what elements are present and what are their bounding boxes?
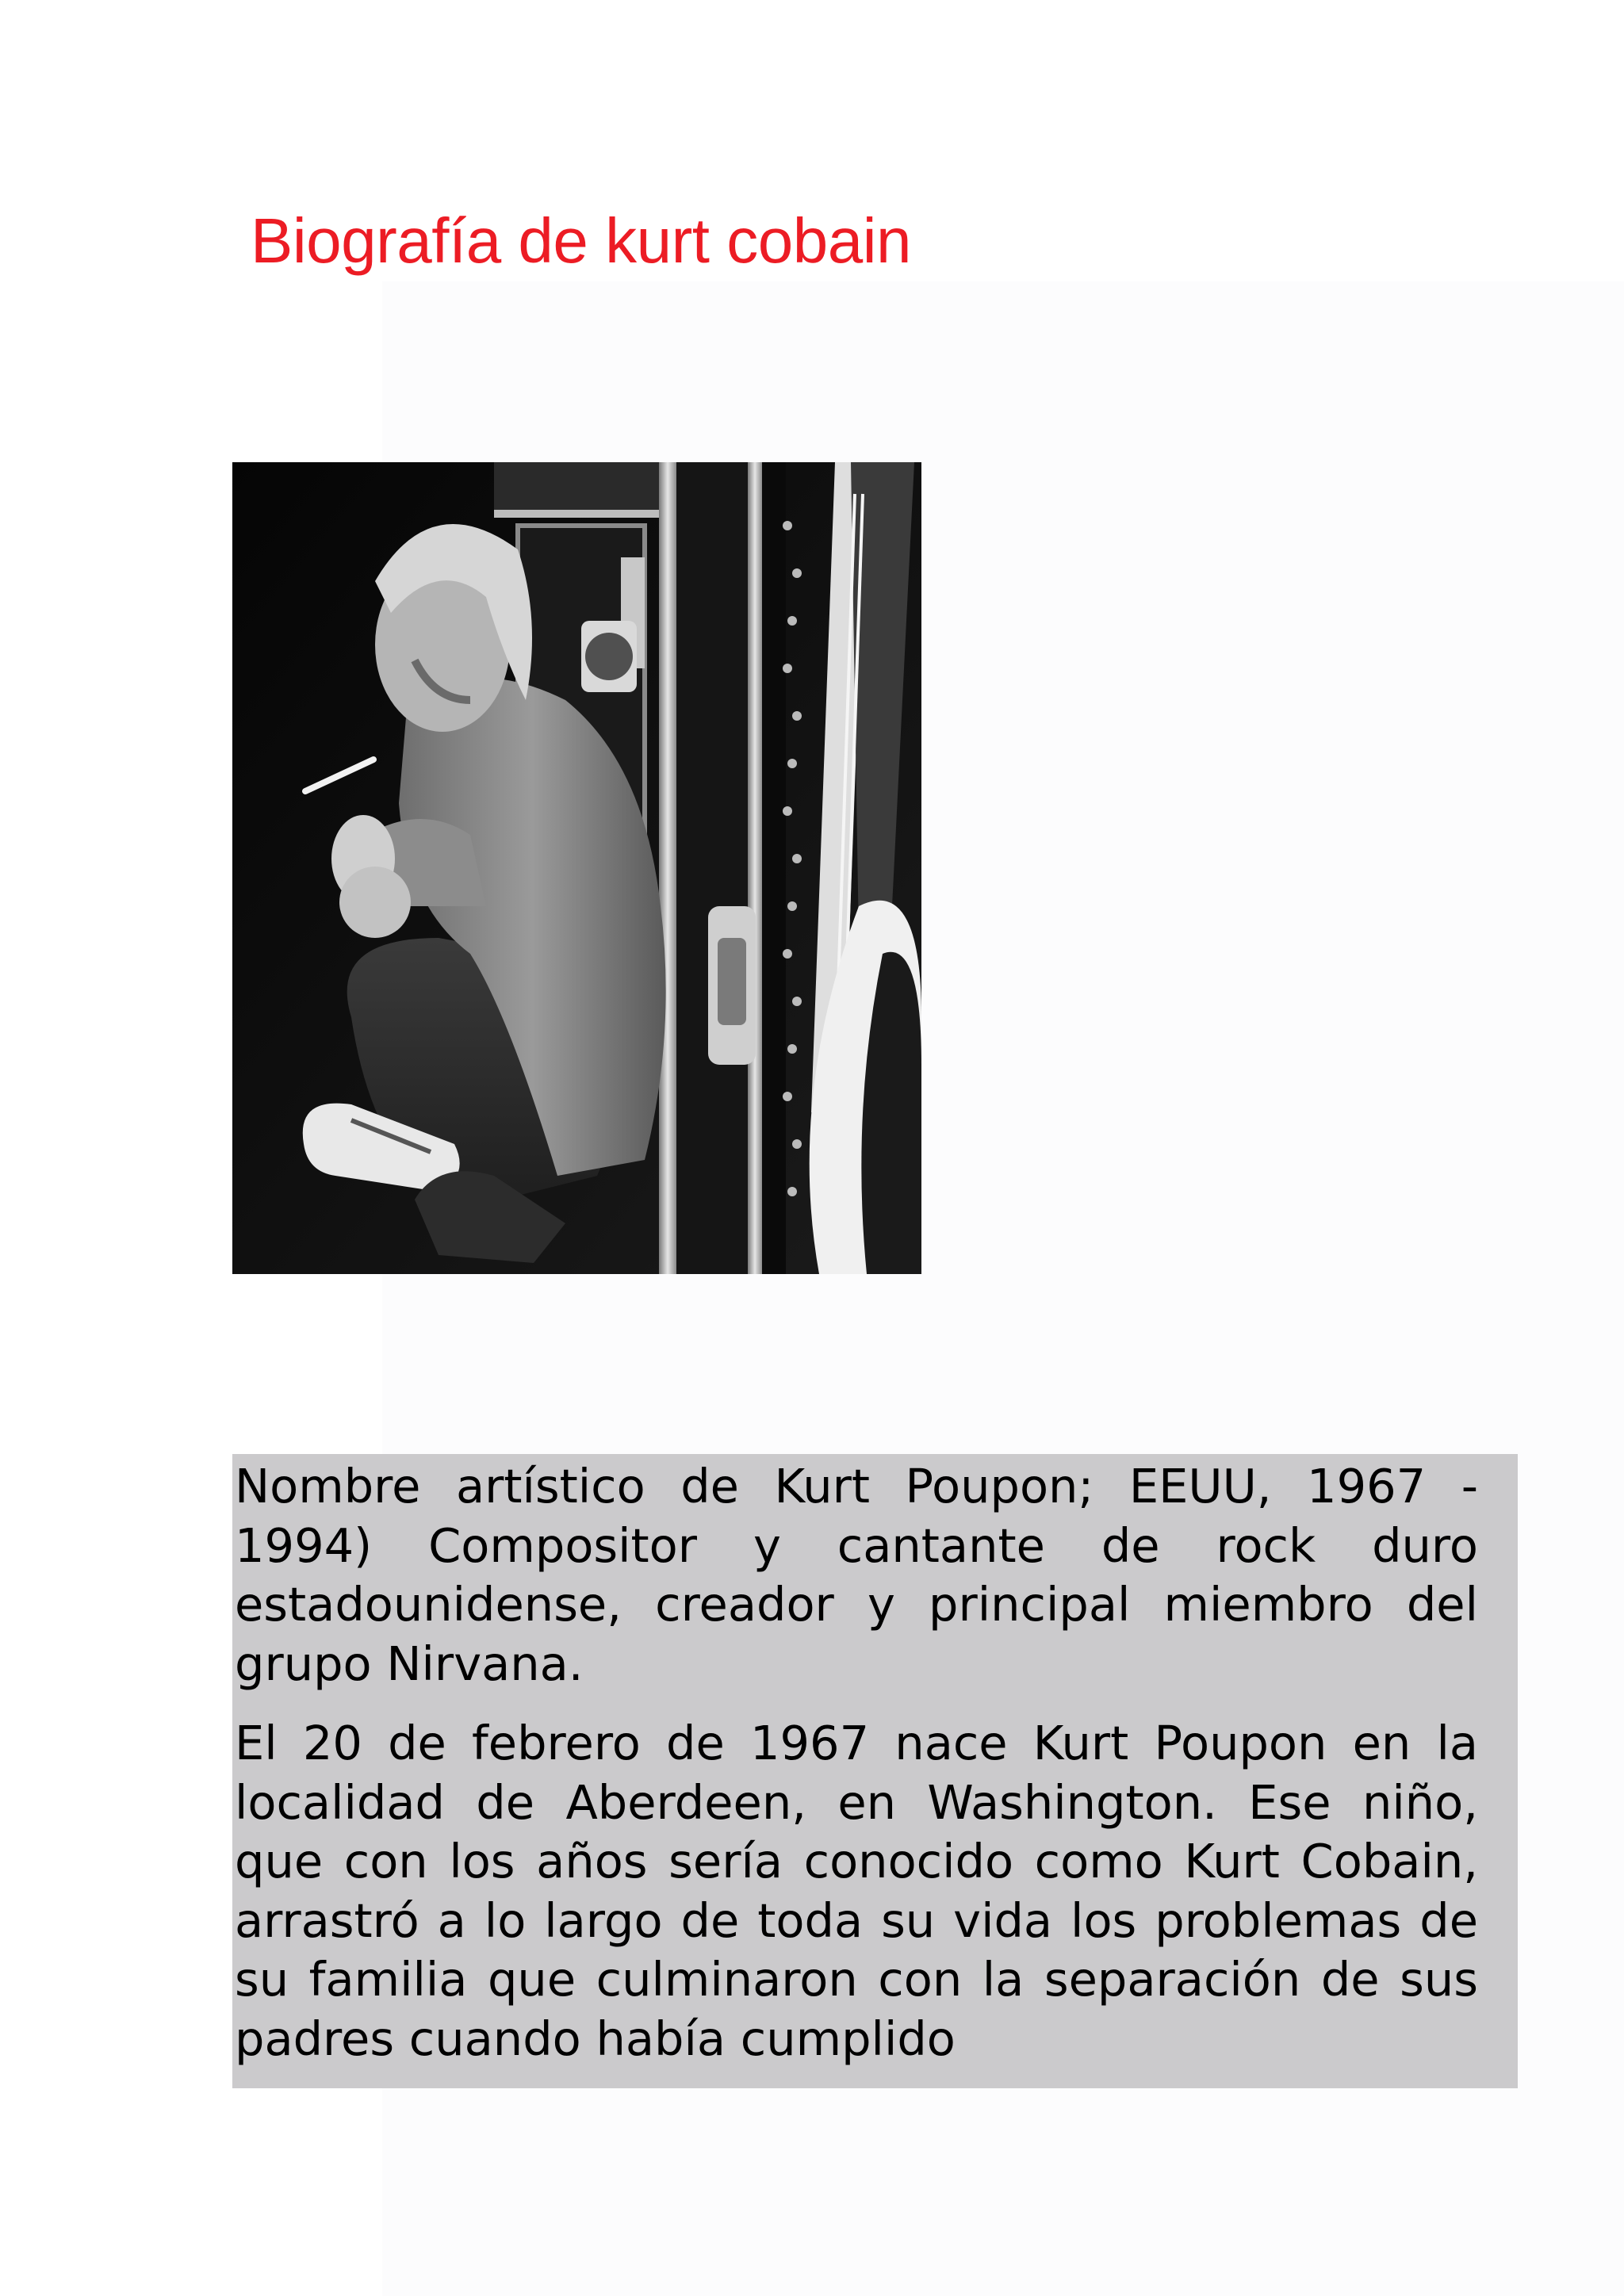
portrait-photo-icon xyxy=(232,462,921,1274)
paragraph-childhood: El 20 de febrero de 1967 nace Kurt Poupon en la localidad de Aberdeen, en Washington. Ese niño, que con los años sería conocido como Kurt Cobain, arrastró a lo largo de toda su vida los problemas de su familia que culminaron con la separación de sus padres cuando había cumplido xyxy=(235,1716,1478,2066)
biography-text-box xyxy=(232,1454,1518,2088)
portrait-photo xyxy=(232,462,921,1274)
paragraph-intro: Nombre artístico de Kurt Poupon; EEUU, 1967 - 1994) Compositor y cantante de rock duro estadounidense, creador y principal miembro del grupo Nirvana. xyxy=(235,1459,1478,1691)
page-title: Biografía de kurt cobain xyxy=(251,205,911,276)
